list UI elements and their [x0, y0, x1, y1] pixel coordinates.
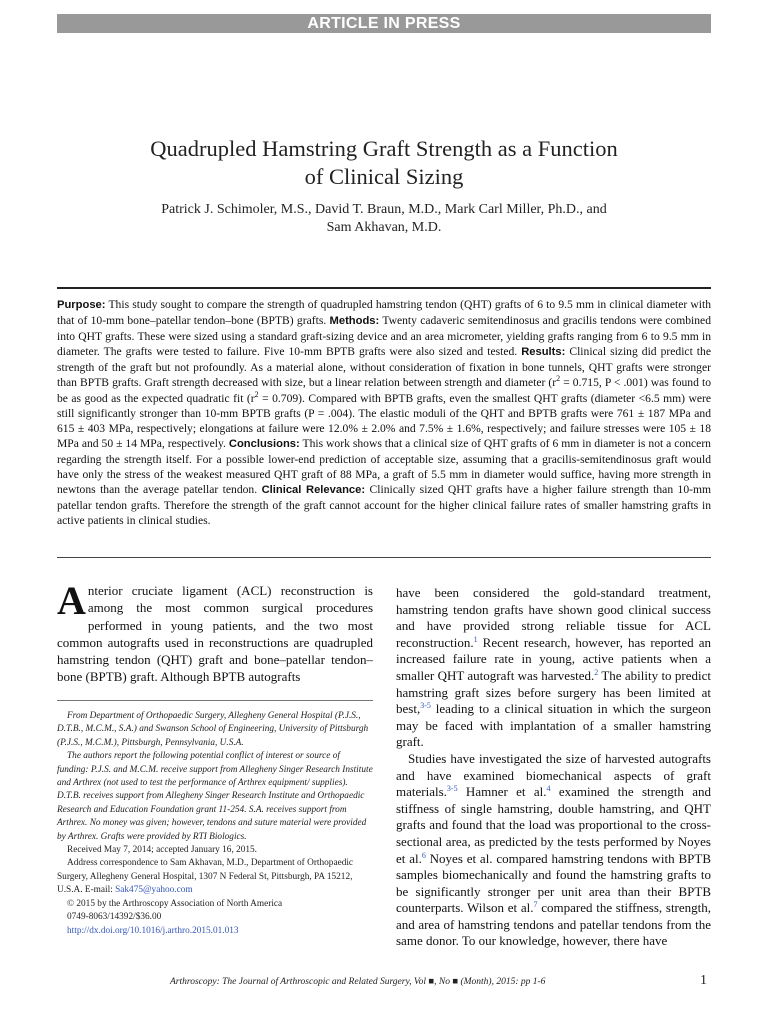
clinical-relevance-label: Clinical Relevance:	[261, 484, 366, 497]
p2-text-d: Noyes et al. compared hamstring tendons with BPTB samples biomechanically and found the hamstring grafts to be significantly stronger per unit area than their BPTB counterparts. Wilson et al.	[396, 850, 711, 916]
p1-text-b: Recent research, however, has reported an increased failure rate in young, active patients when a smaller QHT autograft was harvested.	[396, 634, 711, 683]
citation-ref[interactable]: 1	[473, 634, 478, 644]
page-number: 1	[700, 973, 707, 988]
clinical-relevance-text: Clinically sized QHT grafts have a higher failure strength than 10-mm patellar tendon grafts. Therefore the strength of the graft cannot account for the higher clinical failure rates of smaller hamstring grafts in active patients in clinical studies.	[57, 483, 712, 528]
drop-cap: A	[57, 578, 86, 623]
received-note: Received May 7, 2014; accepted January 16, 2015.	[67, 845, 258, 856]
p2-text-b: Hamner et al.	[457, 784, 547, 800]
email-link[interactable]: Sak475@yahoo.com	[115, 885, 193, 896]
doi-link[interactable]: http://dx.doi.org/10.1016/j.arthro.2015.01.013	[67, 925, 239, 936]
authors-line-2: Sam Akhavan, M.D.	[326, 220, 442, 235]
abstract-bottom-rule	[57, 557, 711, 558]
article-title	[57, 135, 711, 191]
citation-ref[interactable]: 3-5	[446, 784, 458, 794]
title-line-1: Quadrupled Hamstring Graft Strength as a Function	[150, 136, 618, 161]
results-text-a: Clinical sizing did predict the strength of the graft but not profoundly. As a material alone, without consideration of fixation in bone tunnels, QHT grafts were stronger than BPTB grafts. Graft strength decreased with size, but a linear relation between strength and diameter (r	[57, 345, 711, 390]
p2-text-c: examined the strength and stiffness of single hamstring, double hamstring, and QHT grafts and found that the load was proportional to the cross-sectional area, as predicted by the tests performed by Noyes et al.	[396, 784, 711, 866]
purpose-label: Purpose:	[57, 299, 106, 311]
abstract	[57, 297, 711, 528]
citation-ref[interactable]: 3-5	[420, 701, 431, 711]
results-label: Results:	[521, 346, 566, 359]
body-column-right	[396, 585, 711, 950]
p1-text-d: leading to a clinical situation in which the surgeon may be faced with implantation of a smaller hamstring graft.	[396, 701, 711, 750]
p1-text-c: The ability to predict hamstring graft sizes before surgery has been limited at best,	[396, 667, 711, 717]
running-footer: Arthroscopy: The Journal of Arthroscopic and Related Surgery, Vol ■, No ■ (Month), 2015: pp 1-6	[170, 977, 546, 987]
conclusions-text: This work shows that a clinical size of QHT grafts of 6 mm in diameter is not a concern regarding the strength itself. For a possible lower-end prediction of acceptable size, assuming that a gracilis-semitendinosus graft would have only the stress of the weakest measured QHT graft of 88 MPa, a graft of 5.5 mm in diameter would suffice, having more strength in newtons than the average patellar tendon.	[57, 436, 711, 497]
authors-line-1: Patrick J. Schimoler, M.S., David T. Braun, M.D., Mark Carl Miller, Ph.D., and	[161, 202, 607, 217]
paragraph-1	[396, 585, 711, 751]
abstract-top-rule	[57, 287, 711, 289]
results-text-b: = 0.715, P < .001) was found to be as good as the expected quadratic fit (r	[57, 376, 711, 405]
methods-text: Twenty cadaveric semitendinosus and gracilis tendons were combined into QHT grafts. These were sized using a standard graft-sizing device and an area micrometer, yielding grafts ranging from 6 to 9.5 mm in diameter. The grafts were tested to failure. Five 10-mm BPTB grafts were also sized and tested.	[57, 314, 711, 359]
issn-note: 0749-8063/14392/$36.00	[67, 912, 162, 923]
footnote-rule	[57, 700, 373, 701]
correspondence-note	[57, 857, 373, 897]
conflict-note: The authors report the following potential conflict of interest or source of funding: P.J.S. and M.C.M. receive support from Allegheny Singer Research Institute and Arthrex (not used to test the performance of Arthrex equipment/ supplies). D.T.B. receives support from Allegheny Singer Research Institute and Orthopaedic Research and Education Foundation grant 11-254. S.A. receives support from Arthrex. No money was given; however, tendons and suture material were provided by Arthrex. Grafts were provided by RTI Biologics.	[57, 751, 373, 842]
methods-label: Methods:	[329, 315, 380, 328]
p1-text-a: have been considered the gold-standard treatment, hamstring tendon grafts have shown good clinical success and have provided strong reliable tissue for ACL reconstruction.	[396, 585, 711, 650]
affiliation-note: From Department of Orthopaedic Surgery, Allegheny General Hospital (P.J.S., D.T.B., M.C.M., S.A.) and Swanson School of Engineering, University of Pittsburgh (P.J.S., M.C.M.), Pittsburgh, Pennsylvania, U.S.A.	[57, 711, 369, 748]
body-column-left	[57, 578, 373, 686]
correspondence-text: Address correspondence to Sam Akhavan, M.D., Department of Orthopaedic Surgery, Allegheny General Hospital, 1307 N Federal St, Pittsburgh, PA 15212, U.S.A. E-mail:	[57, 858, 354, 896]
paragraph-2	[396, 751, 711, 950]
citation-ref[interactable]: 4	[546, 784, 551, 794]
p2-text-a: Studies have investigated the size of harvested autografts and have examined biomechanical aspects of graft materials.	[396, 750, 711, 800]
citation-ref[interactable]: 6	[421, 850, 426, 860]
citation-ref[interactable]: 2	[594, 667, 599, 677]
article-in-press-banner: ARTICLE IN PRESS	[57, 14, 711, 33]
copyright-note: © 2015 by the Arthroscopy Association of North America	[67, 898, 283, 909]
conclusions-label: Conclusions:	[228, 437, 300, 450]
intro-paragraph: nterior cruciate ligament (ACL) reconstruction is among the most common surgical procedures performed in young patients, and the two most common autografts used in reconstructions are quadrupled hamstring tendon (QHT) graft and bone–patellar tendon–bone (BPTB) graft. Although BPTB autografts	[57, 583, 373, 685]
results-text-c: = 0.709). Compared with BPTB grafts, even the smallest QHT grafts (diameter <6.5 mm) were still significantly stronger than 10-mm BPTB grafts (P = .004). The elastic moduli of the QHT and BPTB grafts were 761 ± 187 MPa and 615 ± 403 MPa, respectively; elongations at failure were 12.0% ± 2.0% and 7.5% ± 1.6%, respectively; and failure stresses were 105 ± 18 MPa and 50 ± 14 MPa, respectively.	[57, 391, 711, 450]
purpose-text: This study sought to compare the strength of quadrupled hamstring tendon (QHT) grafts of 6 to 9.5 mm in clinical diameter with that of 10-mm bone–patellar tendon–bone (BPTB) grafts.	[57, 298, 711, 328]
author-list	[57, 201, 711, 237]
r-squared-exponent: 2	[556, 374, 561, 384]
p2-text-e: compared the stiffness, strength, and area of hamstring tendons and patellar tendons from the same donor. To our knowledge, however, there have	[396, 900, 712, 949]
citation-ref[interactable]: 7	[533, 900, 538, 910]
footnotes	[57, 710, 373, 938]
title-line-2: of Clinical Sizing	[304, 164, 464, 189]
r-squared-exponent: 2	[254, 389, 259, 399]
